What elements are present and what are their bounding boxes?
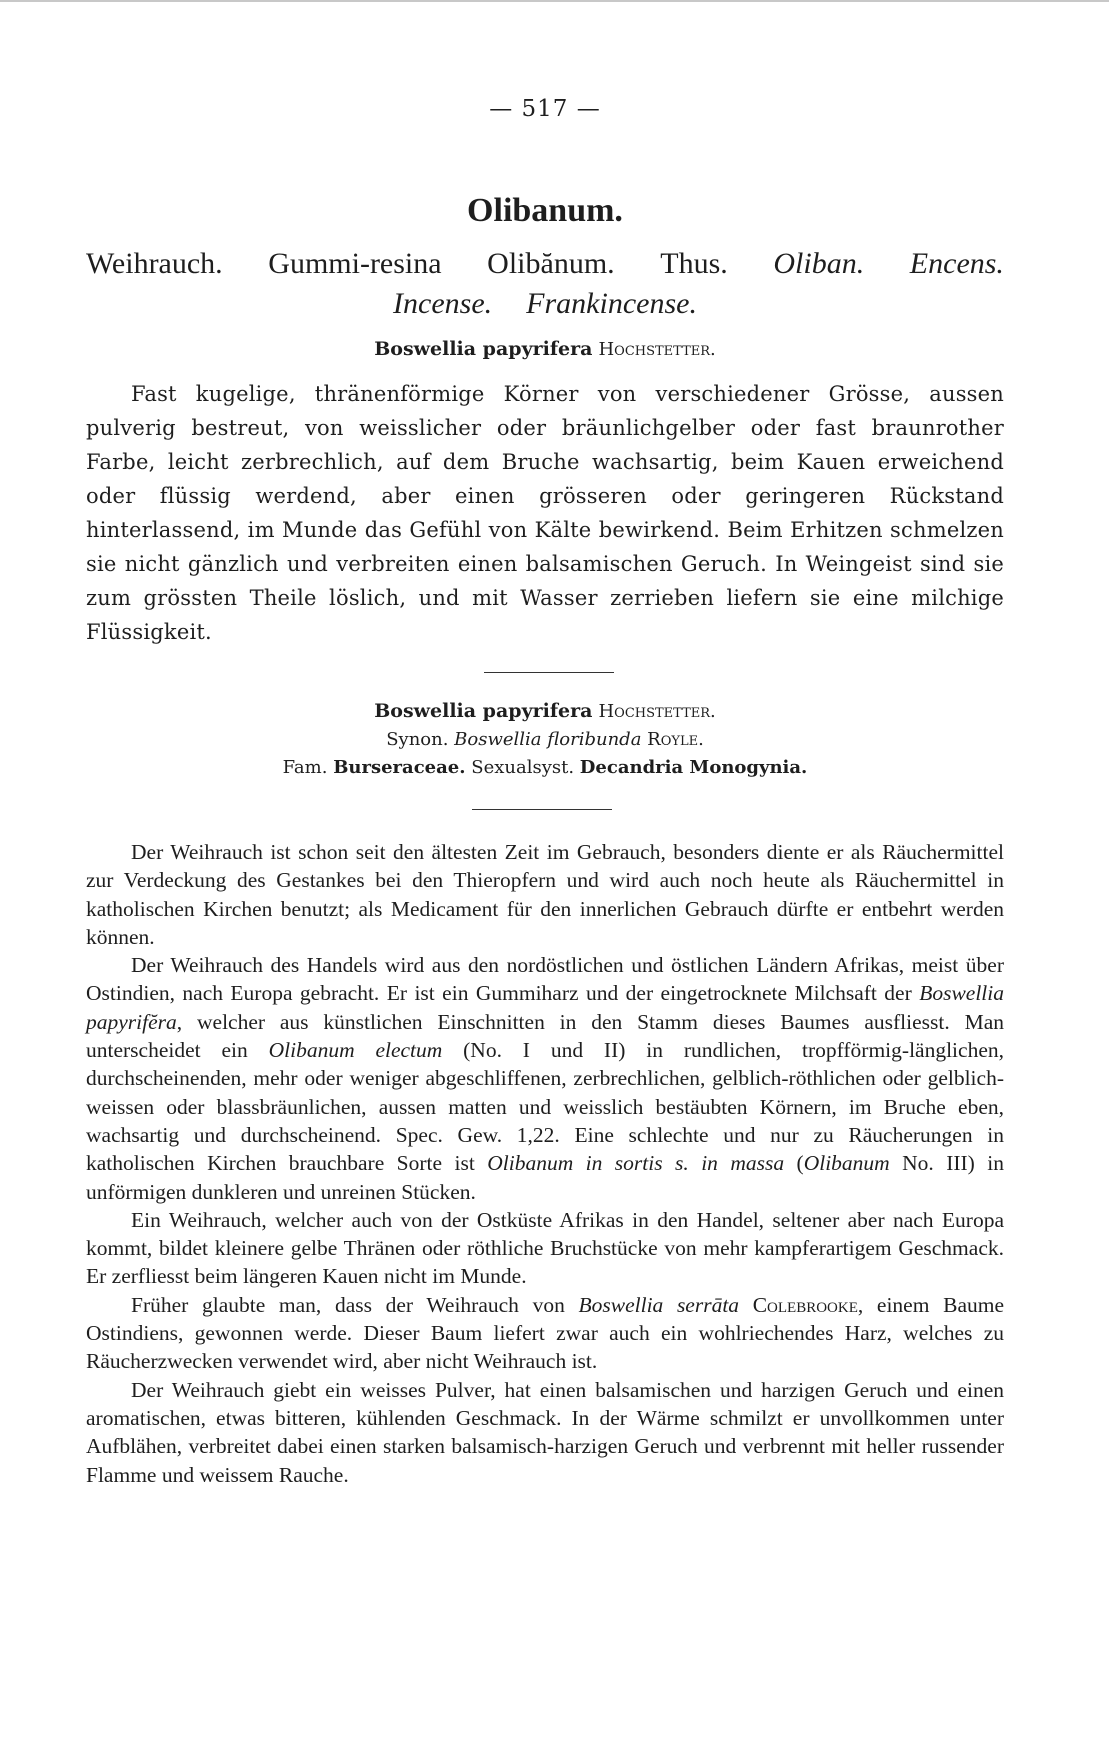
page-number: — 517 — bbox=[489, 96, 601, 122]
plant-synonym-line bbox=[86, 726, 1004, 754]
sexual-label: Sexualsyst. bbox=[471, 757, 575, 778]
synonym-term: Thus. bbox=[660, 247, 728, 280]
source-plant-author: Hochstetter. bbox=[598, 339, 716, 360]
synonym-block bbox=[86, 244, 1004, 324]
fam-label: Fam. bbox=[282, 757, 328, 778]
drug-description: Fast kugelige, thränenförmige Körner von verschiedener Grösse, aussen pulverig bestreut, von weisslicher oder bräunlichgelber oder fast braunrother Farbe, leicht zerbrechlich, auf dem Bruche wachsartig, beim Kauen erweichend oder flüssig werdend, aber einen grösseren oder geringeren Rückstand hinterlassend, im Munde das Gefühl von Kälte bewirkend. Beim Erhitzen schmelzen sie nicht gänzlich und verbreiten einen balsamischen Geruch. In Weingeist sind sie zum grössten Theile löslich, und mit Wasser zerrieben liefern sie eine milchige Flüssigkeit. bbox=[86, 382, 1004, 644]
synon-author: Royle. bbox=[647, 729, 704, 750]
plant-family: Burseraceae. bbox=[333, 757, 466, 778]
synonym-term: Weihrauch. bbox=[86, 247, 223, 280]
top-border bbox=[0, 0, 1109, 2]
paragraph: Der Weihrauch giebt ein weisses Pulver, hat einen balsamischen und harzigen Geruch und einen aromatischen, etwas bitteren, kühlenden Geschmack. In der Wärme schmilzt er unvollkommen unter Aufblähen, verbreitet dabei einen starken balsamisch-harzigen Geruch und verbrennt mit heller russender Flamme und weissem Rauche. bbox=[86, 1377, 1004, 1487]
section-divider bbox=[484, 672, 614, 673]
section-divider bbox=[472, 809, 612, 810]
synonym-term: Frankincense. bbox=[526, 287, 697, 320]
synon-label: Synon. bbox=[386, 729, 449, 750]
synonym-term: Olibănum. bbox=[487, 247, 615, 280]
paragraph: Der Weihrauch des Handels wird aus den nordöstlichen und östlichen Ländern Afrikas, meist über Ostindien, nach Europa gebracht. Er ist ein Gummiharz und der eingetrocknete Milchsaft der Boswellia papyrifĕra, welcher aus künstlichen Einschnitten in den Stamm dieses Baumes ausfliesst. Man unterscheidet ein Olibanum electum (No. I und II) in rundlichen, tropfförmig-länglichen, durchscheinenden, mehr oder weniger abgeschliffenen, zerbrechlichen, gelblich-röthlichen oder gelblich-weissen oder blassbräunlichen, aussen matten und weisslich bestäubten Körnern, im Bruche eben, wachsartig und durchscheinend. Spec. Gew. 1,22. Eine schlechte und nur zu Räucherungen in katholischen Kirchen brauchbare Sorte ist Olibanum in sortis s. in massa (Olibanum No. III) in unförmigen dunkleren und unreinen Stücken. bbox=[86, 953, 1004, 1204]
sexual-system: Decandria Monogynia. bbox=[579, 757, 808, 778]
source-plant-heading bbox=[86, 338, 1004, 360]
body-text bbox=[86, 838, 1004, 1489]
source-plant-name: Boswellia papyrifera bbox=[374, 338, 593, 360]
plant-author: Hochstetter. bbox=[598, 701, 716, 722]
paragraph: Der Weihrauch ist schon seit den ältesten Zeit im Gebrauch, besonders diente er als Räuchermittel zur Verdeckung des Gestankes bei den Thieropfern und wird auch noch heute als Räuchermittel in katholischen Kirchen benutzt; als Medicament für den innerlichen Gebrauch dürfte er entbehrt werden können. bbox=[86, 840, 1004, 949]
synonym-term: Incense. bbox=[393, 287, 493, 320]
synonym-line-1 bbox=[86, 244, 1004, 284]
paragraph: Früher glaubte man, dass der Weihrauch von Boswellia serrāta Colebrooke, einem Baume Ostindiens, gewonnen werde. Dieser Baum liefert zwar auch ein wohlriechendes Harz, welches zu Räucherzwecken verwendet wird, aber nicht Weihrauch ist. bbox=[86, 1292, 1005, 1374]
synonym-term: Gummi-resina bbox=[268, 247, 442, 280]
synon-name: Boswellia floribunda bbox=[454, 729, 642, 750]
synonym-term: Encens. bbox=[909, 247, 1004, 280]
paragraph: Ein Weihrauch, welcher auch von der Ostküste Afrikas in den Handel, seltener aber nach Europa kommt, bildet kleinere gelbe Thränen oder röthliche Bruchstücke von mehr kampferartigem Geschmack. Er zerfliesst beim längeren Kauen nicht im Munde. bbox=[86, 1207, 1004, 1289]
plant-name: Boswellia papyrifera bbox=[374, 700, 593, 722]
plant-family-line bbox=[86, 754, 1004, 782]
synonym-term: Oliban. bbox=[773, 247, 865, 280]
article-title: Olibanum. bbox=[467, 192, 623, 229]
plant-name-line bbox=[86, 697, 1004, 726]
plant-info-block bbox=[86, 697, 1004, 782]
synonym-line-2 bbox=[86, 284, 1004, 324]
